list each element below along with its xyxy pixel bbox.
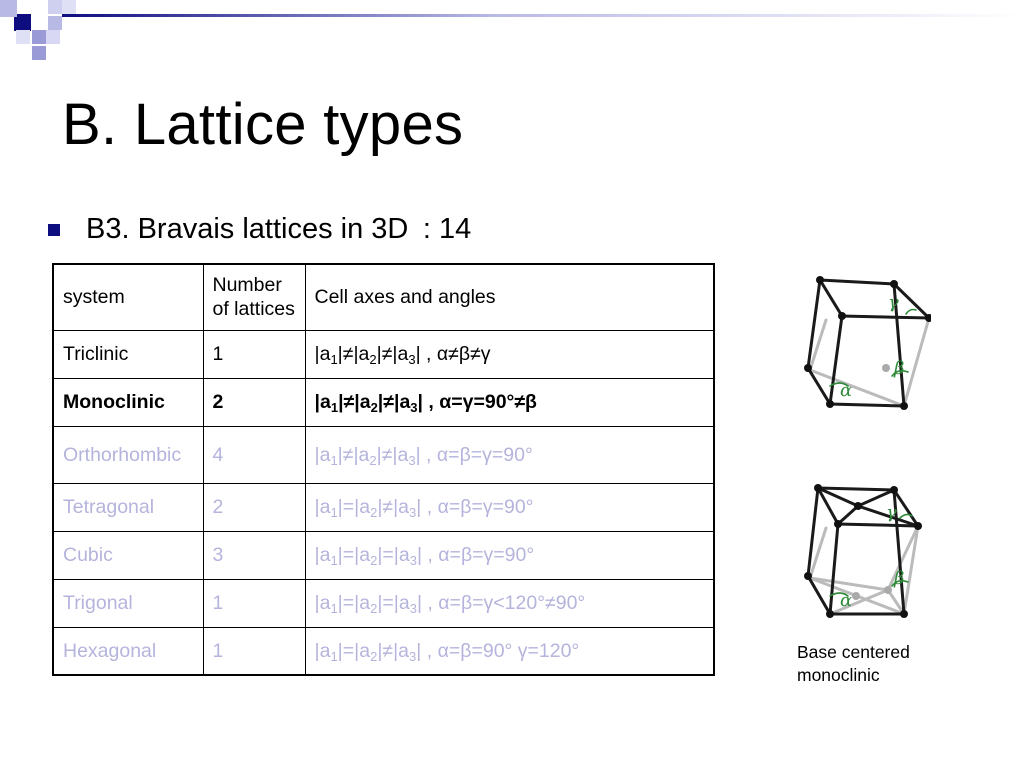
angle-relation: α=β=90° γ=120° [437, 639, 580, 662]
axes-separator: | [353, 443, 359, 466]
deco-square [16, 30, 30, 44]
cell-system: Cubic [53, 531, 203, 579]
axes-separator: | [354, 391, 360, 413]
gamma-label: γ [886, 502, 897, 523]
deco-square [32, 46, 46, 60]
axis-symbol: a [319, 544, 331, 566]
axis-symbol: a [359, 544, 371, 566]
axes-separator: | [393, 544, 399, 566]
bravais-lattice-table [52, 263, 715, 676]
axis-relation: = [342, 592, 355, 614]
bullet-text: B3. Bravais lattices in 3D : 14 [86, 213, 472, 245]
bullet-square-icon [48, 224, 60, 236]
axis-relation: = [382, 592, 394, 614]
axes-separator: | [354, 496, 360, 518]
axis-subscript: 2 [369, 452, 377, 468]
header-gradient-bar [62, 14, 1024, 17]
cell-system: Tetragonal [53, 483, 203, 531]
cell-system: Trigonal [53, 579, 203, 627]
axes-separator: | [314, 592, 320, 614]
axis-subscript: 2 [370, 400, 378, 415]
angle-relation: α=β=γ=90° [437, 496, 534, 518]
axis-symbol: a [398, 592, 410, 614]
axis-symbol: a [358, 343, 370, 365]
table-row [53, 531, 714, 579]
deco-square [0, 0, 17, 17]
axes-separator: | [337, 592, 343, 614]
axis-relation: ≠ [381, 343, 393, 365]
header-number-of-lattices: Number of lattices [203, 264, 305, 330]
axis-subscript: 3 [408, 352, 416, 367]
axis-subscript: 3 [409, 553, 417, 568]
axes-separator: | [376, 443, 382, 466]
axis-relation: ≠ [343, 391, 355, 413]
cell-lattice-count: 2 [203, 378, 305, 426]
table-row [53, 330, 714, 378]
cell-lattice-count: 2 [203, 483, 305, 531]
axis-symbol: a [397, 343, 409, 365]
axes-separator: | , [416, 496, 438, 518]
axes-separator: | [337, 544, 343, 566]
axes-separator: | [393, 592, 399, 614]
cell-lattice-count: 3 [203, 531, 305, 579]
axis-relation: ≠ [342, 343, 354, 365]
axis-relation: = [342, 544, 355, 566]
alpha-label: α [840, 380, 853, 401]
axes-separator: | [314, 496, 320, 518]
axes-separator: | [393, 496, 399, 518]
beta-label: β [894, 358, 905, 379]
angle-relation: α=β=γ<120°≠90° [438, 592, 586, 614]
axis-symbol: a [358, 443, 370, 466]
axis-symbol: a [399, 391, 411, 413]
axes-separator: | [393, 639, 399, 662]
table-row [53, 579, 714, 627]
axes-separator: | [377, 592, 383, 614]
axes-separator: | [337, 639, 343, 662]
axes-separator: | , [417, 391, 440, 413]
axis-relation: = [342, 639, 355, 662]
axes-separator: | [392, 443, 398, 466]
axes-separator: | , [415, 443, 437, 466]
cell-lattice-count: 1 [203, 579, 305, 627]
angle-relation: α≠β≠γ [436, 343, 491, 365]
axes-separator: | [392, 343, 398, 365]
axis-symbol: a [319, 592, 331, 614]
cell-system: Triclinic [53, 330, 203, 378]
table-row [53, 627, 714, 675]
axes-separator: | , [416, 544, 439, 566]
axis-subscript: 3 [409, 601, 417, 616]
axis-subscript: 1 [330, 505, 338, 520]
cell-lattice-count: 4 [203, 426, 305, 483]
deco-square [48, 16, 62, 30]
axes-separator: | [377, 544, 383, 566]
axis-subscript: 1 [330, 352, 338, 367]
axis-subscript: 2 [370, 505, 378, 520]
axes-separator: | , [415, 343, 437, 365]
axis-symbol: a [359, 496, 371, 518]
cell-axes-angles [305, 378, 714, 426]
cell-axes-angles [305, 483, 714, 531]
cell-lattice-count: 1 [203, 330, 305, 378]
axis-symbol: a [319, 391, 331, 413]
axis-relation: ≠ [382, 496, 394, 518]
cell-axes-angles [305, 531, 714, 579]
header-system: system [53, 264, 203, 330]
axes-separator: | [338, 391, 344, 413]
axes-separator: | [377, 391, 384, 413]
base-centered-monoclinic-figure [796, 480, 931, 625]
axes-separator: | [314, 443, 320, 466]
axis-symbol: a [398, 544, 410, 566]
axes-separator: | [354, 544, 360, 566]
table-row [53, 378, 714, 426]
axis-relation: = [382, 544, 394, 566]
axes-separator: | [376, 343, 382, 365]
axis-relation: ≠ [382, 639, 394, 662]
cell-lattice-count: 1 [203, 627, 305, 675]
monoclinic-cell-figure [796, 268, 931, 413]
cell-axes-angles [305, 330, 714, 378]
axis-subscript: 3 [409, 505, 417, 520]
axis-symbol: a [397, 443, 409, 466]
axis-relation: ≠ [383, 391, 394, 413]
cell-system: Orthorhombic [53, 426, 203, 483]
axis-subscript: 2 [369, 352, 377, 367]
table-row [53, 483, 714, 531]
axis-symbol: a [319, 443, 331, 466]
axis-subscript: 1 [330, 648, 338, 664]
angle-relation: α=β=γ=90° [436, 443, 533, 466]
deco-square [46, 30, 60, 44]
axes-separator: | [314, 343, 320, 365]
figure-caption [797, 641, 910, 687]
table-row [53, 426, 714, 483]
axis-subscript: 2 [370, 648, 378, 664]
axes-separator: | [337, 343, 343, 365]
deco-square [32, 30, 46, 44]
axis-symbol: a [319, 496, 331, 518]
axis-subscript: 2 [370, 553, 378, 568]
axis-subscript: 1 [330, 400, 339, 415]
axis-symbol: a [319, 343, 331, 365]
axis-subscript: 1 [330, 452, 338, 468]
axis-subscript: 3 [410, 400, 418, 415]
deco-square [62, 0, 76, 14]
axes-separator: | [314, 391, 320, 413]
header-decoration [0, 0, 1024, 70]
cell-system: Monoclinic [53, 378, 203, 426]
axes-separator: | [354, 592, 360, 614]
axis-relation: ≠ [381, 443, 393, 466]
cell-system: Hexagonal [53, 627, 203, 675]
caption-line-1: Base centered [797, 642, 910, 662]
caption-line-2: monoclinic [797, 665, 880, 685]
cell-axes-angles [305, 627, 714, 675]
axis-symbol: a [359, 592, 371, 614]
axis-relation: ≠ [342, 443, 354, 466]
axes-separator: | [314, 544, 320, 566]
axis-subscript: 1 [330, 553, 338, 568]
axes-separator: | [337, 496, 343, 518]
cell-axes-angles [305, 579, 714, 627]
axis-subscript: 3 [409, 648, 417, 664]
header-cell-axes-angles: Cell axes and angles [305, 264, 714, 330]
beta-label: β [894, 568, 905, 589]
slide-title: B. Lattice types [62, 92, 464, 157]
axis-symbol: a [359, 391, 371, 413]
table-header-row [53, 264, 714, 330]
axes-separator: | [377, 639, 383, 662]
axis-symbol: a [398, 496, 410, 518]
axes-separator: | [337, 443, 343, 466]
deco-square [48, 0, 62, 14]
axes-separator: | [353, 343, 359, 365]
axes-separator: | , [416, 592, 439, 614]
cell-axes-angles [305, 426, 714, 483]
axes-separator: | , [416, 639, 438, 662]
axes-separator: | [314, 639, 320, 662]
axis-symbol: a [398, 639, 410, 662]
axis-subscript: 2 [370, 601, 378, 616]
axis-symbol: a [319, 639, 331, 662]
axis-subscript: 3 [408, 452, 416, 468]
axes-separator: | [393, 391, 400, 413]
gamma-label: γ [888, 292, 899, 313]
axis-relation: = [342, 496, 355, 518]
angle-relation: α=β=γ=90° [438, 544, 535, 566]
axis-subscript: 1 [330, 601, 338, 616]
axes-separator: | [377, 496, 383, 518]
alpha-label: α [840, 590, 853, 611]
axis-symbol: a [359, 639, 371, 662]
axes-separator: | [354, 639, 360, 662]
angle-relation: α=γ=90°≠β [439, 391, 537, 413]
